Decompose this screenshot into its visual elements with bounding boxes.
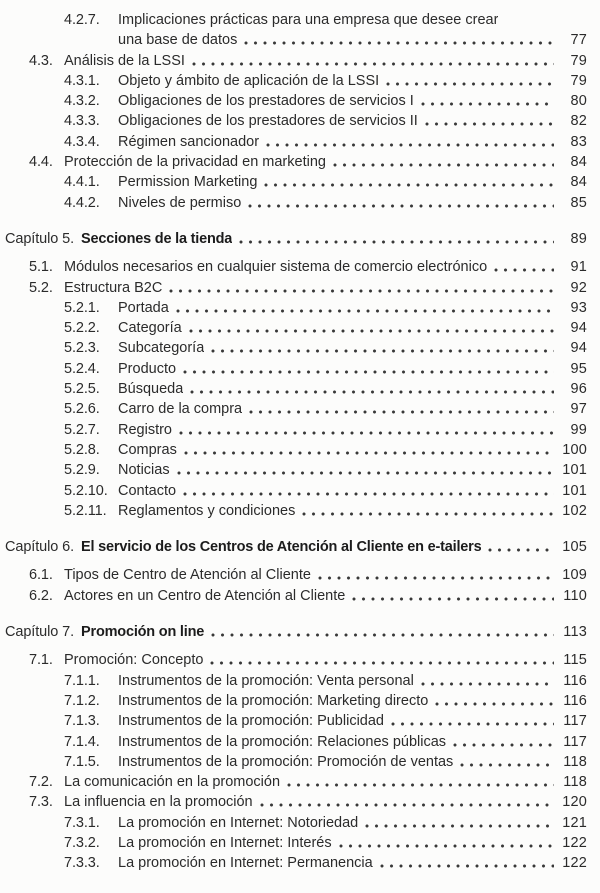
toc-entry-row (0, 51, 587, 71)
toc-entry-row (0, 853, 587, 873)
dot-leader (421, 682, 554, 686)
dot-leader (211, 633, 554, 637)
dot-leader (190, 390, 554, 394)
dot-leader (460, 763, 554, 767)
entry-page-number: 92 (570, 279, 587, 296)
toc-entry-row (0, 172, 587, 192)
entry-page-number: 84 (570, 154, 587, 171)
entry-number: 7.3. (29, 794, 53, 811)
entry-page-number: 120 (562, 794, 587, 811)
entry-page-number: 84 (570, 174, 587, 191)
entry-number: Capítulo 7. (5, 624, 75, 641)
entry-title: Producto (118, 360, 177, 377)
entry-page-number: 85 (570, 194, 587, 211)
dot-leader (184, 451, 554, 455)
entry-page-number: 115 (563, 652, 587, 669)
entry-title: Régimen sancionador (118, 133, 260, 150)
dot-leader (380, 864, 554, 868)
dot-leader (169, 289, 554, 293)
entry-page-number: 94 (570, 340, 587, 357)
entry-title: Instrumentos de la promoción: Promoción de ventas (118, 753, 454, 770)
entry-number: 5.2.7. (64, 421, 100, 438)
toc-entry-row (0, 71, 587, 91)
entry-number: 7.1.2. (64, 692, 100, 709)
toc-entry-row (0, 152, 587, 172)
dot-leader (260, 803, 554, 807)
toc-entry-row (0, 420, 587, 440)
toc-entry-row (0, 691, 587, 711)
entry-title: Promoción on line (81, 624, 205, 641)
entry-number: 4.4. (29, 154, 53, 171)
toc-entry-row (0, 565, 587, 585)
entry-number: 4.3.1. (64, 72, 100, 89)
entry-page-number: 82 (570, 113, 587, 130)
entry-page-number: 97 (570, 401, 587, 418)
toc-entry-row (0, 792, 587, 812)
entry-number: 5.2.4. (64, 360, 100, 377)
toc-entry-row (0, 752, 587, 772)
entry-page-number: 94 (570, 320, 587, 337)
entry-title: Módulos necesarios en cualquier sistema de comercio electrónico (64, 259, 488, 276)
dot-leader (189, 329, 554, 333)
entry-page-number: 121 (562, 814, 587, 831)
entry-number: 4.2.7. (64, 12, 100, 28)
entry-number: 5.2.3. (64, 340, 100, 357)
entry-number: 4.3.4. (64, 133, 100, 150)
entry-title: Contacto (118, 482, 177, 499)
toc-entry-row (0, 732, 587, 752)
entry-page-number: 96 (570, 381, 587, 398)
toc-list (0, 10, 587, 874)
entry-number: Capítulo 5. (5, 230, 75, 247)
dot-leader (244, 41, 554, 45)
entry-title: Subcategoría (118, 340, 205, 357)
entry-page-number: 122 (562, 834, 587, 851)
dot-leader (177, 471, 554, 475)
entry-number: 5.2. (29, 279, 53, 296)
toc-entry-row (0, 501, 587, 521)
dot-leader (302, 512, 554, 516)
dot-leader (386, 82, 554, 86)
toc-entry-row (0, 193, 587, 213)
toc-chapter-row (0, 622, 587, 642)
entry-number: 5.2.2. (64, 320, 100, 337)
dot-leader (248, 204, 554, 208)
toc-entry-row (0, 338, 587, 358)
entry-title: Promoción: Concepto (64, 652, 204, 669)
entry-number: 7.3.3. (64, 855, 100, 872)
entry-title: Estructura B2C (64, 279, 163, 296)
entry-number: 7.3.2. (64, 834, 100, 851)
entry-number: 7.1.3. (64, 713, 100, 730)
dot-leader (192, 62, 554, 66)
dot-leader (266, 143, 554, 147)
entry-title: Objeto y ámbito de aplicación de la LSSI (118, 72, 380, 89)
entry-page-number: 118 (563, 774, 587, 791)
entry-number: 4.3. (29, 52, 53, 69)
dot-leader (249, 410, 554, 414)
entry-page-number: 118 (563, 753, 587, 770)
entry-page-number: 101 (562, 462, 587, 479)
toc-entry-row (0, 813, 587, 833)
entry-number: 4.3.3. (64, 113, 100, 130)
toc-entry-row (0, 671, 587, 691)
entry-title: Noticias (118, 462, 170, 479)
dot-leader (421, 102, 554, 106)
entry-page-number: 99 (570, 421, 587, 438)
dot-leader (352, 597, 554, 601)
entry-number: 5.2.6. (64, 401, 100, 418)
dot-leader (318, 576, 554, 580)
toc-entry-row (0, 91, 587, 111)
entry-title: Protección de la privacidad en marketing (64, 154, 326, 171)
entry-title: Actores en un Centro de Atención al Cliente (64, 587, 346, 604)
entry-number: 6.2. (29, 587, 53, 604)
entry-page-number: 109 (562, 567, 587, 584)
entry-page-number: 83 (570, 133, 587, 150)
toc-entry-row (0, 460, 587, 480)
entry-title: Compras (118, 441, 177, 458)
entry-title: La comunicación en la promoción (64, 774, 281, 791)
entry-title: Tipos de Centro de Atención al Cliente (64, 567, 311, 584)
entry-page-number: 101 (562, 482, 587, 499)
entry-title: Categoría (118, 320, 182, 337)
dot-leader (333, 163, 554, 167)
toc-entry-row (0, 298, 587, 318)
entry-number: 4.4.2. (64, 194, 100, 211)
toc-entry-row (0, 650, 587, 670)
entry-title: Obligaciones de los prestadores de servicios I (118, 93, 414, 110)
dot-leader (179, 431, 554, 435)
toc-entry-row (0, 257, 587, 277)
dot-leader (287, 783, 554, 787)
toc-entry-row (0, 10, 587, 30)
entry-page-number: 102 (562, 502, 587, 519)
dot-leader (183, 492, 554, 496)
entry-page-number: 80 (570, 93, 587, 110)
entry-page-number: 89 (570, 230, 587, 247)
entry-number: 5.2.11. (64, 502, 107, 519)
entry-page-number: 79 (570, 52, 587, 69)
entry-title: Secciones de la tienda (81, 230, 233, 247)
entry-title: La promoción en Internet: Notoriedad (118, 814, 359, 831)
dot-leader (176, 309, 554, 313)
entry-title: La influencia en la promoción (64, 794, 253, 811)
entry-title-continuation: una base de datos (118, 32, 238, 49)
toc-entry-row (0, 481, 587, 501)
entry-page-number: 117 (563, 713, 587, 730)
entry-page-number: 116 (563, 692, 587, 709)
dot-leader (239, 240, 554, 244)
dot-leader (391, 722, 554, 726)
entry-number: 7.1.1. (64, 672, 100, 689)
entry-title: Portada (118, 299, 169, 316)
entry-page-number: 91 (570, 259, 587, 276)
entry-number: 5.2.5. (64, 381, 100, 398)
entry-page-number: 110 (563, 587, 587, 604)
entry-page-number: 100 (562, 441, 587, 458)
dot-leader (494, 268, 554, 272)
entry-number: 6.1. (29, 567, 53, 584)
entry-page-number: 122 (562, 855, 587, 872)
dot-leader (339, 844, 554, 848)
toc-entry-row (0, 772, 587, 792)
dot-leader (365, 824, 554, 828)
entry-number: 7.1.4. (64, 733, 100, 750)
entry-title: Reglamentos y condiciones (118, 502, 296, 519)
dot-leader (211, 349, 554, 353)
entry-title: Obligaciones de los prestadores de servicios II (118, 113, 418, 130)
toc-entry-row (0, 111, 587, 131)
entry-title: Instrumentos de la promoción: Venta personal (118, 672, 414, 689)
entry-number: 5.2.9. (64, 462, 100, 479)
entry-title: Niveles de permiso (118, 194, 242, 211)
toc-chapter-row (0, 537, 587, 557)
dot-leader (488, 548, 554, 552)
entry-page-number: 77 (570, 32, 587, 49)
dot-leader (425, 122, 554, 126)
toc-entry-row (0, 440, 587, 460)
toc-entry-row (0, 379, 587, 399)
toc-entry-row (0, 399, 587, 419)
entry-title: Instrumentos de la promoción: Marketing directo (118, 692, 429, 709)
toc-entry-row (0, 132, 587, 152)
entry-number: 4.3.2. (64, 93, 100, 110)
entry-page-number: 116 (563, 672, 587, 689)
toc-entry-row (0, 359, 587, 379)
entry-number: 5.1. (29, 259, 53, 276)
entry-title: La promoción en Internet: Permanencia (118, 855, 373, 872)
entry-page-number: 79 (570, 72, 587, 89)
entry-title: Instrumentos de la promoción: Publicidad (118, 713, 384, 730)
toc-entry-row (0, 711, 587, 731)
toc-chapter-row (0, 229, 587, 249)
entry-number: 7.2. (29, 774, 53, 791)
toc-entry-row (0, 318, 587, 338)
entry-title: Registro (118, 421, 172, 438)
dot-leader (435, 702, 554, 706)
toc-entry-row (0, 586, 587, 606)
toc-entry-row (0, 278, 587, 298)
entry-title: Búsqueda (118, 381, 184, 398)
entry-title: Carro de la compra (118, 401, 243, 418)
entry-title: Instrumentos de la promoción: Relaciones públicas (118, 733, 447, 750)
entry-page-number: 105 (562, 539, 587, 556)
entry-number: 4.4.1. (64, 174, 100, 191)
entry-title: Permission Marketing (118, 174, 258, 191)
entry-title: Implicaciones prácticas para una empresa que desee crear (118, 12, 499, 28)
entry-number: 7.1. (29, 652, 53, 669)
entry-page-number: 113 (563, 624, 587, 641)
entry-page-number: 95 (570, 360, 587, 377)
entry-title: Análisis de la LSSI (64, 52, 185, 69)
entry-title: El servicio de los Centros de Atención al Cliente en e-tailers (81, 539, 482, 556)
entry-number: Capítulo 6. (5, 539, 75, 556)
dot-leader (453, 743, 554, 747)
entry-number: 7.3.1. (64, 814, 100, 831)
entry-number: 5.2.8. (64, 441, 100, 458)
entry-page-number: 93 (570, 299, 587, 316)
dot-leader (264, 183, 554, 187)
toc-entry-continuation-row (0, 30, 587, 50)
dot-leader (183, 370, 554, 374)
entry-number: 7.1.5. (64, 753, 100, 770)
entry-number: 5.2.1. (64, 299, 100, 316)
toc-entry-row (0, 833, 587, 853)
entry-page-number: 117 (563, 733, 587, 750)
entry-title: La promoción en Internet: Interés (118, 834, 332, 851)
entry-number: 5.2.10. (64, 482, 108, 499)
dot-leader (210, 661, 554, 665)
